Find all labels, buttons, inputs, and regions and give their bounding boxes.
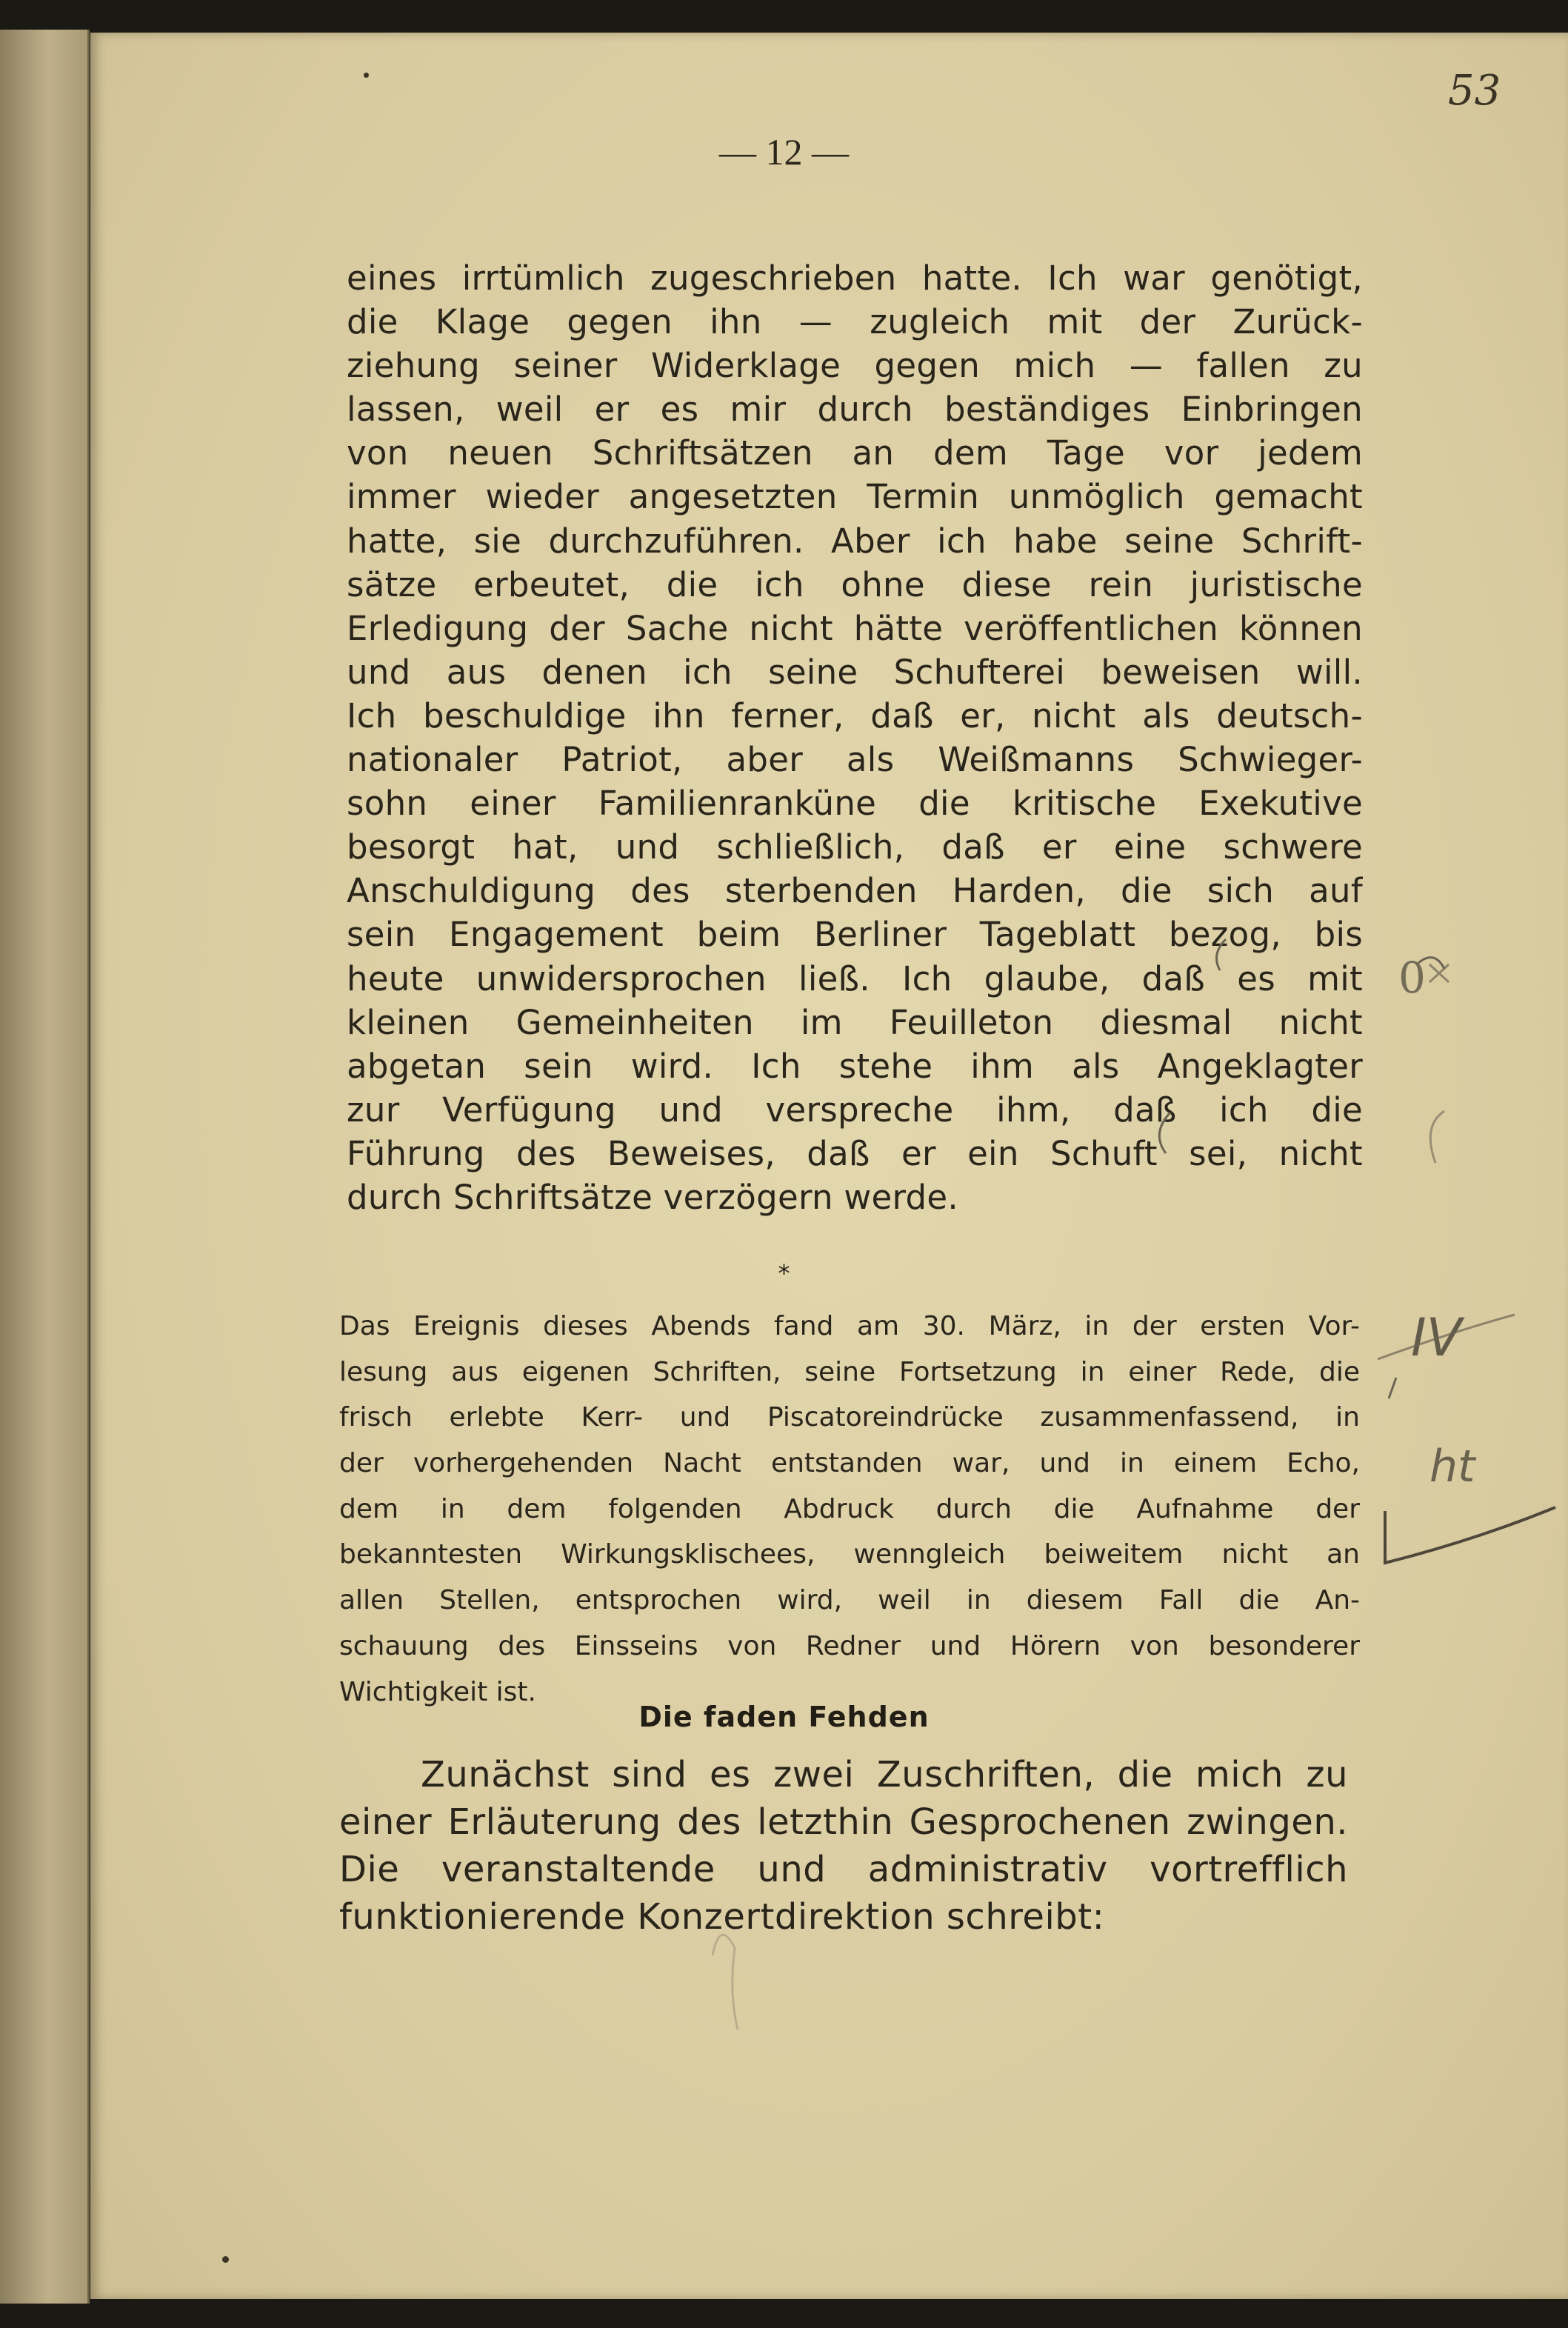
text-line: Erledigung der Sache nicht hätte veröffentlichen können: [347, 608, 1363, 648]
text-line: kleinen Gemeinheiten im Feuilleton diesmal nicht: [347, 1002, 1363, 1042]
handwritten-folio-number: 53: [1448, 67, 1501, 115]
paper-speck: [222, 2256, 229, 2263]
note-line: frisch erlebte Kerr- und Piscatoreindrücke zusammenfassend, in: [339, 1402, 1360, 1433]
text-line: Führung des Beweises, daß er ein Schuft sei, nicht: [347, 1133, 1363, 1173]
text-line: immer wieder angesetzten Termin unmöglich gemacht: [347, 477, 1363, 517]
section-heading: Die faden Fehden: [638, 1701, 930, 1733]
pencil-note-mark: ht: [1429, 1441, 1475, 1492]
text-line: eines irrtümlich zugeschrieben hatte. Ich war genötigt,: [347, 259, 1363, 298]
text-line: Ich beschuldige ihn ferner, daß er, nicht als deutsch-: [347, 696, 1363, 736]
text-line: sätze erbeutet, die ich ohne diese rein juristische: [347, 564, 1363, 604]
text-line: lassen, weil er es mir durch beständiges Einbringen: [347, 390, 1363, 430]
text-line: und aus denen ich seine Schufterei beweisen will.: [347, 652, 1363, 692]
note-line: Wichtigkeit ist.: [339, 1676, 536, 1707]
section-paragraph: [339, 1751, 1348, 1941]
text-line: einer Erläuterung des letzthin Gesprochenen zwingen.: [339, 1801, 1348, 1843]
main-paragraph: [347, 256, 1363, 1219]
paper-speck: [364, 73, 369, 78]
text-line: die Klage gegen ihn — zugleich mit der Zurück-: [347, 302, 1363, 342]
section-separator: *: [778, 1259, 790, 1287]
note-line: allen Stellen, entsprochen wird, weil in diesem Fall die An-: [339, 1585, 1360, 1616]
note-paragraph: [339, 1304, 1360, 1715]
text-line: zur Verfügung und verspreche ihm, daß ich die: [347, 1090, 1363, 1130]
text-line: sein Engagement beim Berliner Tageblatt bezog, bis: [347, 915, 1363, 955]
pencil-roman-four-mark: IV: [1411, 1307, 1462, 1368]
text-line: sohn einer Familienranküne die kritische Exekutive: [347, 784, 1363, 824]
page-number: — 12 —: [719, 131, 849, 173]
text-line: von neuen Schriftsätzen an dem Tage vor jedem: [347, 433, 1363, 473]
text-line: hatte, sie durchzuführen. Aber ich habe seine Schrift-: [347, 521, 1363, 561]
text-line: ziehung seiner Widerklage gegen mich — fallen zu: [347, 346, 1363, 386]
note-line: der vorhergehenden Nacht entstanden war, und in einem Echo,: [339, 1448, 1360, 1479]
text-line: besorgt hat, und schließlich, daß er eine schwere: [347, 827, 1363, 867]
text-line: nationaler Patriot, aber als Weißmanns Schwieger-: [347, 740, 1363, 780]
text-line: Anschuldigung des sterbenden Harden, die sich auf: [347, 871, 1363, 911]
previous-page-edge: [0, 30, 90, 2304]
note-line: lesung aus eigenen Schriften, seine Fortsetzung in einer Rede, die: [339, 1356, 1360, 1387]
note-line: bekanntesten Wirkungsklischees, wenngleich beiweitem nicht an: [339, 1539, 1360, 1570]
text-line: Die veranstaltende und administrativ vortrefflich: [339, 1849, 1348, 1890]
pencil-zero-mark: 0: [1398, 953, 1426, 1003]
note-line: Das Ereignis dieses Abends fand am 30. März, in der ersten Vor-: [339, 1311, 1360, 1341]
text-line: durch Schriftsätze verzögern werde.: [347, 1177, 958, 1217]
text-line: Zunächst sind es zwei Zuschriften, die mich zu: [421, 1754, 1348, 1795]
note-line: schauung des Einsseins von Redner und Hörern von besonderer: [339, 1630, 1360, 1661]
text-line: funktionierende Konzertdirektion schreibt:: [339, 1896, 1105, 1938]
text-line: abgetan sein wird. Ich stehe ihm als Angeklagter: [347, 1046, 1363, 1086]
text-line: heute unwidersprochen ließ. Ich glaube, daß es mit: [347, 958, 1363, 998]
note-line: dem in dem folgenden Abdruck durch die Aufnahme der: [339, 1493, 1360, 1524]
